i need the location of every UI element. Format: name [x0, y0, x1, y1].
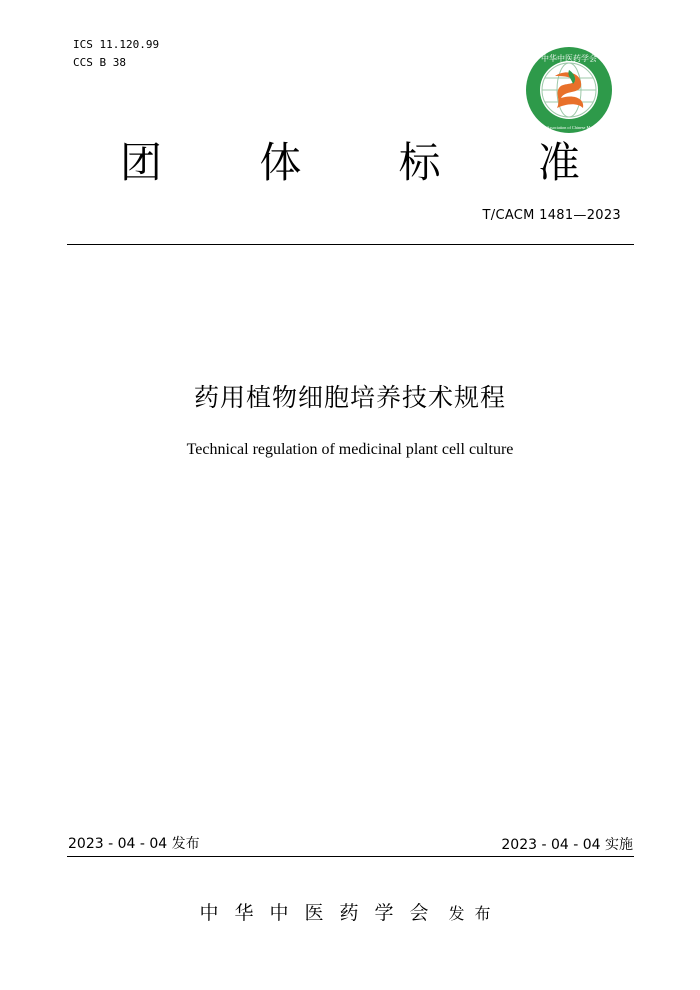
doc-type-char: 标	[398, 138, 441, 187]
publisher-organization: 中华中医药学会	[199, 902, 445, 924]
standard-number: T/CACM 1481—2023	[482, 208, 621, 223]
doc-type-char: 体	[259, 138, 302, 187]
classification-codes	[73, 36, 159, 72]
logo-ring-text: China Association of Chinese Medicine	[535, 125, 603, 130]
footer-divider	[67, 856, 634, 857]
logo-top-text: 中华中医药学会	[541, 54, 597, 63]
header-divider	[67, 244, 634, 245]
document-title-cn: 药用植物细胞培养技术规程	[193, 383, 506, 412]
publisher-action: 发布	[448, 904, 501, 923]
publisher-line	[0, 898, 700, 925]
ccs-code: CCS B 38	[73, 56, 126, 69]
association-logo	[525, 46, 613, 134]
document-title-en: Technical regulation of medicinal plant cell culture	[186, 441, 514, 458]
effective-date: 2023 - 04 - 04 实施	[501, 837, 633, 853]
doc-type-char: 准	[537, 138, 580, 187]
issue-date: 2023 - 04 - 04 发布	[68, 836, 200, 852]
document-type-heading	[120, 138, 580, 188]
ics-code: ICS 11.120.99	[73, 38, 160, 51]
doc-type-char: 团	[120, 138, 163, 187]
